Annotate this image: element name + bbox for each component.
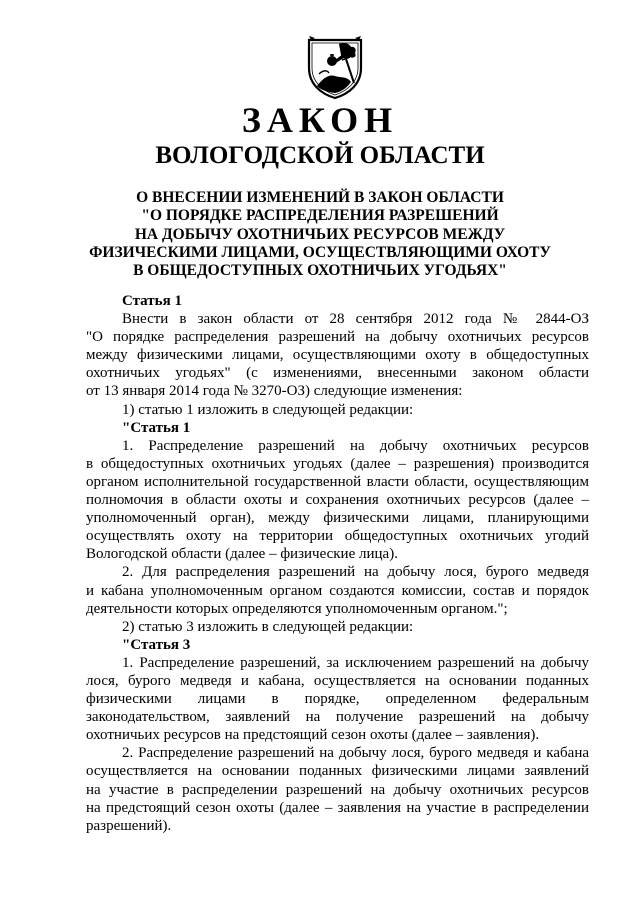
body-line: лося, бурого медведя и кабана, осуществляется на основании поданных xyxy=(86,672,589,689)
body-line: Внести в закон области от 28 сентября 2012 года № 2844-ОЗ xyxy=(122,311,589,328)
article-heading: Статья 1 xyxy=(122,293,182,309)
heading-line: ФИЗИЧЕСКИМИ ЛИЦАМИ, ОСУЩЕСТВЛЯЮЩИМИ ОХОТУ xyxy=(89,243,551,261)
body-line: Вологодской области (далее – физические лица). xyxy=(86,546,398,563)
heading-line: НА ДОБЫЧУ ОХОТНИЧЬИХ РЕСУРСОВ МЕЖДУ xyxy=(134,225,506,243)
body-line: 1) статью 1 изложить в следующей редакции: xyxy=(122,401,414,418)
body-line: осуществляется на основании поданных физическими лицами заявлений xyxy=(86,763,589,780)
body-line: охотничьих угодьях" (с изменениями, внесенными законом области xyxy=(86,365,589,382)
body-line: уполномоченный орган), между физическими лицами, планирующими xyxy=(86,510,589,527)
body-line: разрешений). xyxy=(86,817,172,834)
law-body-text xyxy=(86,292,589,835)
law-heading xyxy=(0,189,640,280)
body-line: 2) статью 3 изложить в следующей редакции: xyxy=(122,618,414,635)
body-line: 2. Распределение разрешений на добычу лося, бурого медведя и кабана xyxy=(122,745,589,762)
body-line: 2. Для распределения разрешений на добычу лося, бурого медведя xyxy=(122,564,589,581)
body-line: осуществлять охоту на территории общедоступных охотничьих угодий xyxy=(86,528,589,545)
coat-of-arms-icon xyxy=(305,34,365,100)
body-line: в общедоступных охотничьих угодьях (далее – разрешения) производится xyxy=(86,455,589,472)
heading-line: "О ПОРЯДКЕ РАСПРЕДЕЛЕНИЯ РАЗРЕШЕНИЙ xyxy=(141,207,499,225)
body-line: на участие в распределении разрешений на добычу охотничьих ресурсов xyxy=(86,781,589,798)
document-subtitle: ВОЛОГОДСКОЙ ОБЛАСТИ xyxy=(155,142,485,169)
article-heading: "Статья 3 xyxy=(122,636,191,653)
body-line: охотничьих ресурсов на предстоящий сезон охоты (далее – заявления). xyxy=(86,727,540,744)
heading-line: О ВНЕСЕНИИ ИЗМЕНЕНИЙ В ЗАКОН ОБЛАСТИ xyxy=(136,189,504,206)
body-line: от 13 января 2014 года № 3270-ОЗ) следующие изменения: xyxy=(86,383,463,400)
article-heading: "Статья 1 xyxy=(122,419,191,436)
body-line: на предстоящий сезон охоты (далее – заявления на участие в распределении xyxy=(86,799,589,816)
body-line: "О порядке распределения разрешений на добычу охотничьих ресурсов xyxy=(86,329,589,346)
body-line: 1. Распределение разрешений на добычу охотничьих ресурсов xyxy=(122,437,589,454)
body-line: 1. Распределение разрешений, за исключением разрешений на добычу xyxy=(122,654,589,671)
body-line: полномочия в области охоты и сохранения охотничьих ресурсов (далее – xyxy=(86,492,589,509)
document-title: ЗАКОН xyxy=(241,100,399,140)
body-line: законодательством, заявлений на получение разрешений на добычу xyxy=(86,709,589,726)
body-line: деятельности которых определяются уполномоченным органом."; xyxy=(86,600,508,617)
body-line: физическими лицами в порядке, определенном федеральным xyxy=(86,691,589,708)
body-line: и кабана уполномоченным органом создаются комиссии, состав и порядок xyxy=(86,582,589,599)
body-line: органом исполнительной государственной власти области, осуществляющим xyxy=(86,473,589,490)
heading-line: В ОБЩЕДОСТУПНЫХ ОХОТНИЧЬИХ УГОДЬЯХ" xyxy=(133,262,507,280)
body-line: между физическими лицами, осуществляющими охоту в общедоступных xyxy=(86,347,589,364)
